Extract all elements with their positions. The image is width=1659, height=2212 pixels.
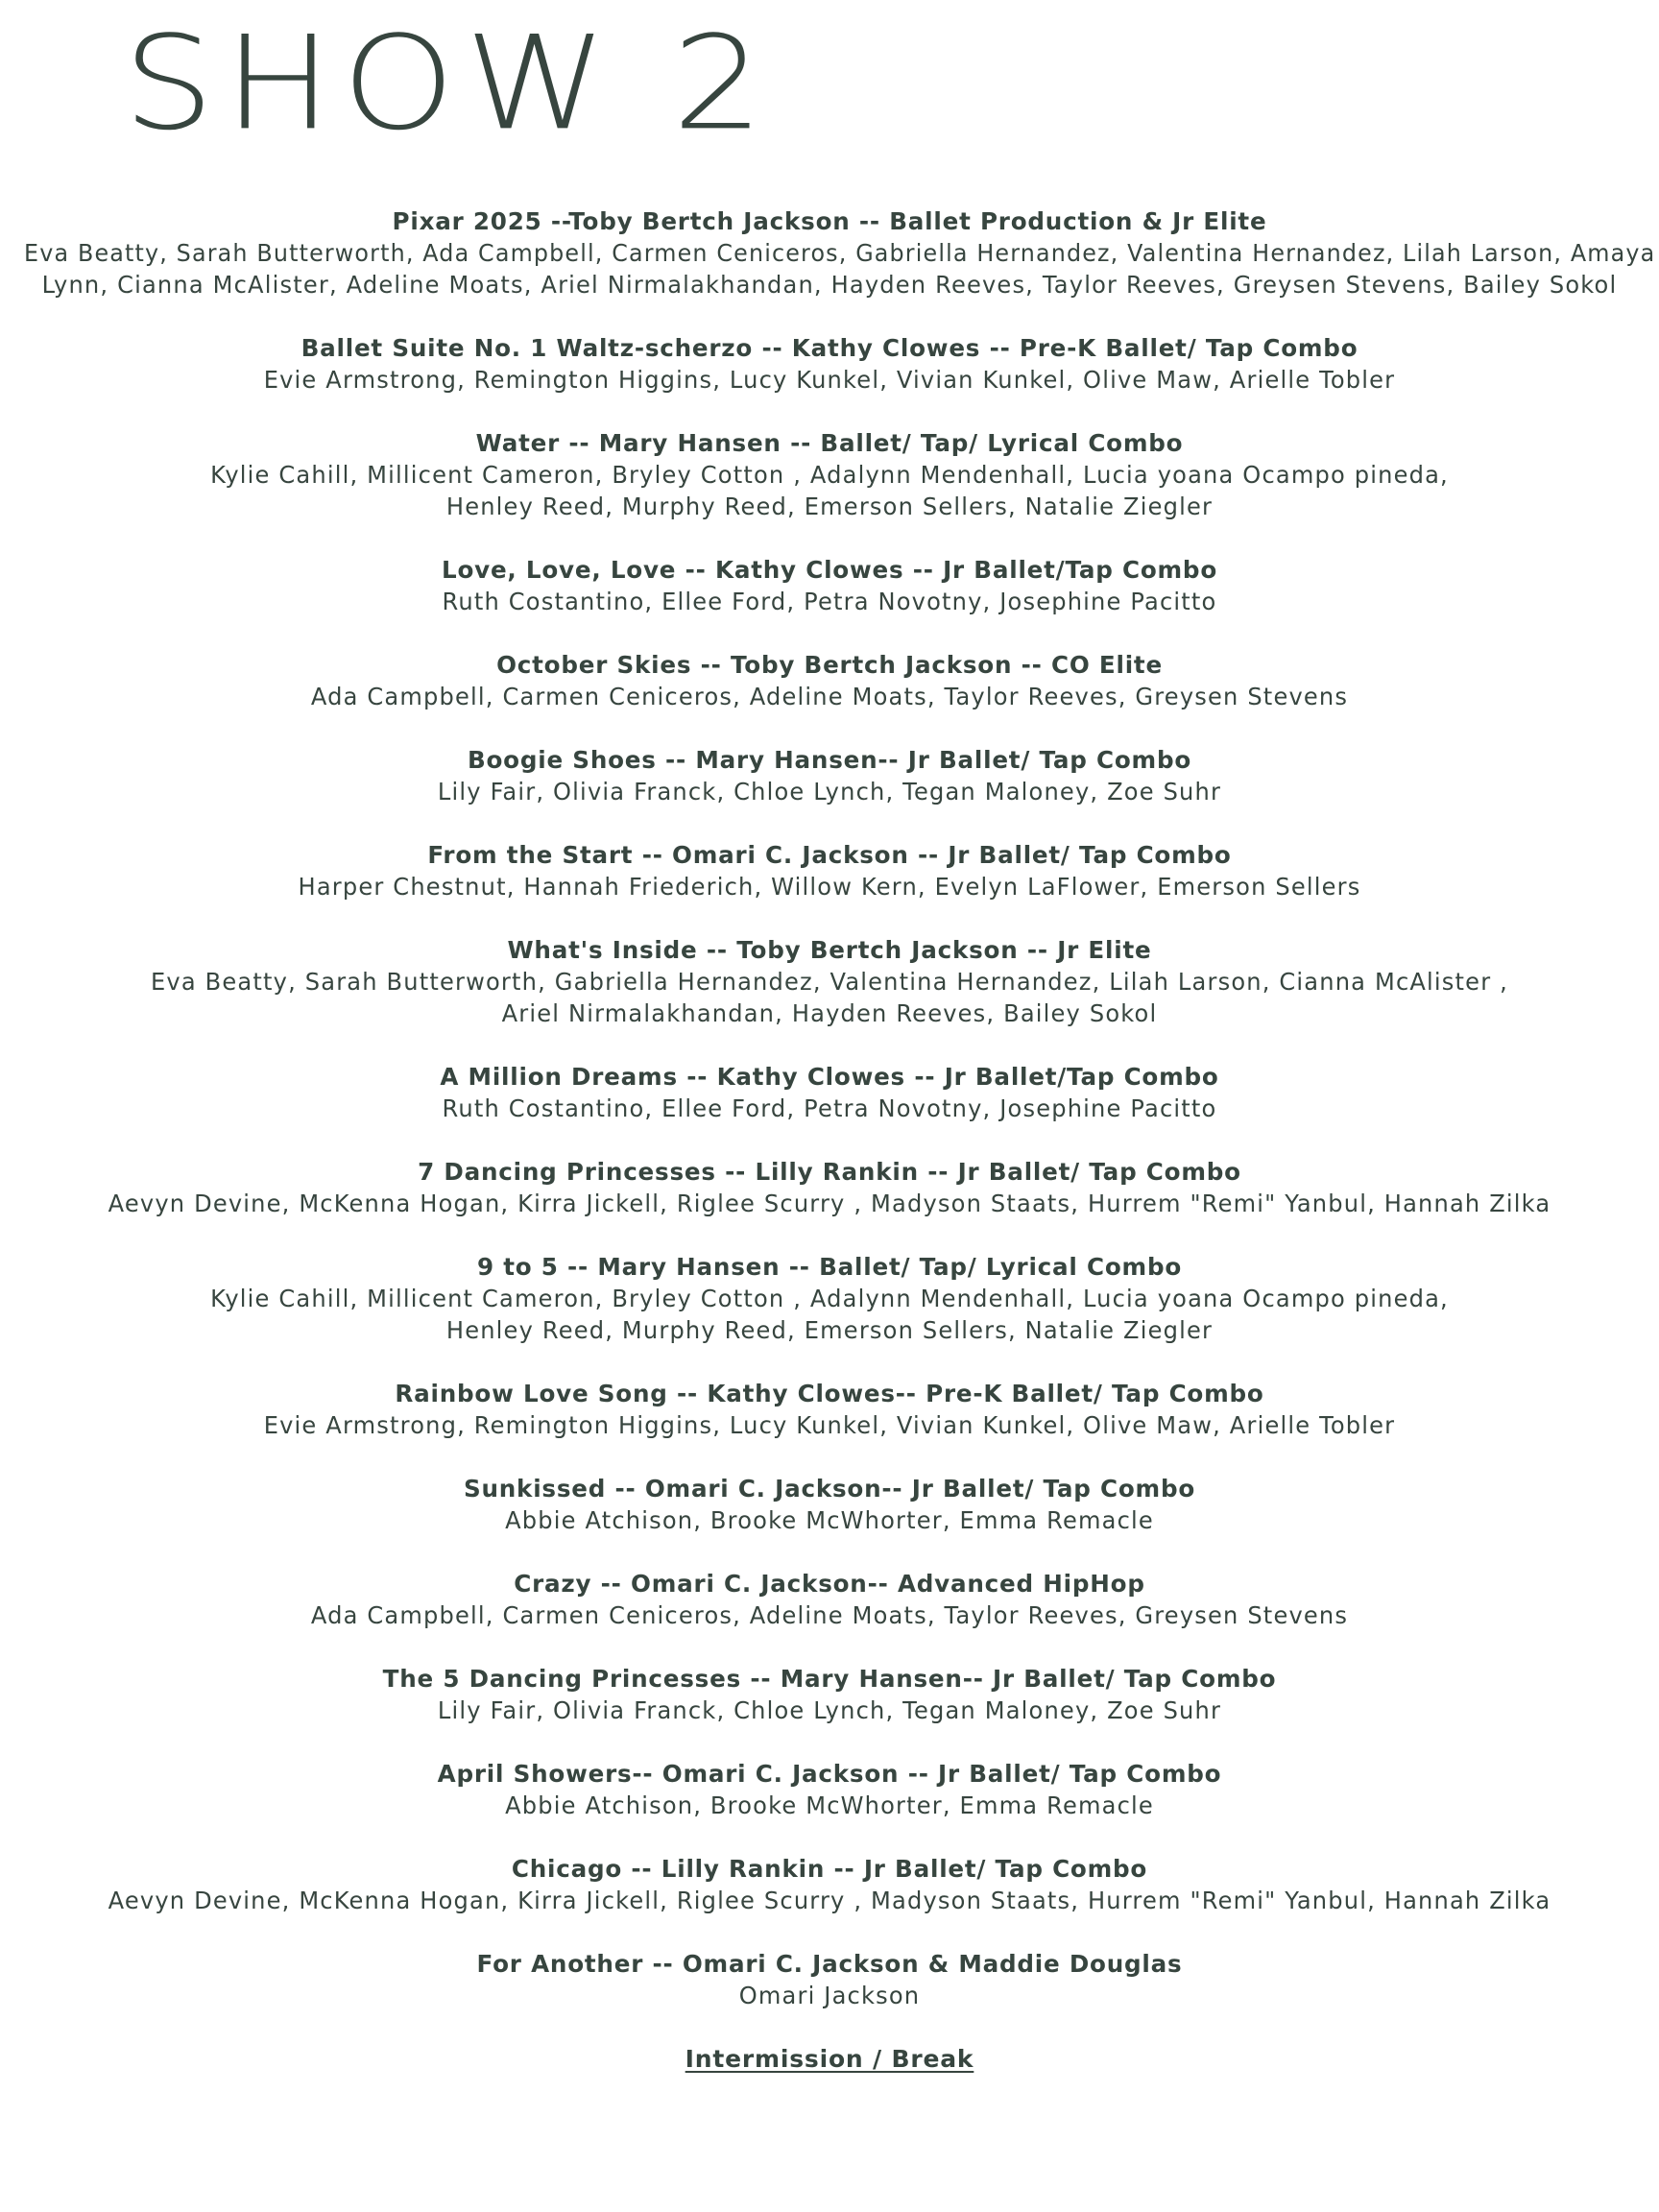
act-title: What's Inside -- Toby Bertch Jackson -- Jr Elite: [507, 936, 1152, 964]
act-entry: [0, 1251, 1659, 1346]
act-title: Ballet Suite No. 1 Waltz-scherzo -- Kathy Clowes -- Pre-K Ballet/ Tap Combo: [301, 334, 1358, 362]
act-entry: [0, 744, 1659, 807]
act-entry: [0, 1853, 1659, 1916]
act-title: April Showers-- Omari C. Jackson -- Jr Ballet/ Tap Combo: [437, 1760, 1222, 1788]
act-cast-line: Harper Chestnut, Hannah Friederich, Willow Kern, Evelyn LaFlower, Emerson Sellers: [298, 873, 1361, 901]
act-title: Love, Love, Love -- Kathy Clowes -- Jr Ballet/Tap Combo: [441, 556, 1218, 584]
act-cast-line: Omari Jackson: [738, 1982, 921, 2009]
act-entry: [0, 1568, 1659, 1631]
act-cast-line: Eva Beatty, Sarah Butterworth, Gabriella Hernandez, Valentina Hernandez, Lilah Larson, Cianna McAlister ,: [151, 968, 1508, 996]
act-cast-line: Lily Fair, Olivia Franck, Chloe Lynch, Tegan Maloney, Zoe Suhr: [437, 778, 1222, 805]
act-entry: [0, 427, 1659, 522]
page-title: SHOW 2: [123, 9, 774, 159]
act-entry: [0, 1948, 1659, 2011]
act-cast-line: Eva Beatty, Sarah Butterworth, Ada Campbell, Carmen Ceniceros, Gabriella Hernandez, Valentina Hernandez, Lilah Larson, Amaya: [24, 239, 1656, 267]
act-cast-line: Lynn, Cianna McAlister, Adeline Moats, Ariel Nirmalakhandan, Hayden Reeves, Taylor Reeves, Greysen Stevens, Bailey Sokol: [41, 271, 1618, 299]
act-entry: [0, 934, 1659, 1029]
act-title: 7 Dancing Princesses -- Lilly Rankin -- Jr Ballet/ Tap Combo: [418, 1158, 1241, 1186]
act-cast-line: Ruth Costantino, Ellee Ford, Petra Novotny, Josephine Pacitto: [442, 588, 1217, 615]
act-cast-line: Lily Fair, Olivia Franck, Chloe Lynch, Tegan Maloney, Zoe Suhr: [437, 1696, 1222, 1724]
act-title: October Skies -- Toby Bertch Jackson -- CO Elite: [496, 651, 1163, 679]
act-cast-line: Aevyn Devine, McKenna Hogan, Kirra Jickell, Riglee Scurry , Madyson Staats, Hurrem "Remi" Yanbul, Hannah Zilka: [108, 1190, 1551, 1217]
act-entry: [0, 1473, 1659, 1536]
act-cast-line: Kylie Cahill, Millicent Cameron, Bryley Cotton , Adalynn Mendenhall, Lucia yoana Ocampo pineda,: [210, 461, 1449, 489]
intermission-label: Intermission / Break: [685, 2045, 974, 2073]
act-title: Pixar 2025 --Toby Bertch Jackson -- Ballet Production & Jr Elite: [392, 207, 1267, 235]
act-cast-line: Aevyn Devine, McKenna Hogan, Kirra Jickell, Riglee Scurry , Madyson Staats, Hurrem "Remi" Yanbul, Hannah Zilka: [108, 1887, 1551, 1914]
act-title: 9 to 5 -- Mary Hansen -- Ballet/ Tap/ Lyrical Combo: [476, 1253, 1183, 1281]
act-entry: [0, 1378, 1659, 1441]
act-entry: [0, 1061, 1659, 1124]
act-cast-line: Ariel Nirmalakhandan, Hayden Reeves, Bailey Sokol: [501, 999, 1158, 1027]
act-title: Water -- Mary Hansen -- Ballet/ Tap/ Lyrical Combo: [475, 429, 1184, 457]
act-title: Rainbow Love Song -- Kathy Clowes-- Pre-K Ballet/ Tap Combo: [395, 1380, 1264, 1407]
act-entry: [0, 649, 1659, 712]
act-cast-line: Ada Campbell, Carmen Ceniceros, Adeline Moats, Taylor Reeves, Greysen Stevens: [310, 683, 1349, 710]
act-title: Crazy -- Omari C. Jackson-- Advanced HipHop: [514, 1570, 1145, 1598]
act-entry: [0, 332, 1659, 396]
program-list: [0, 205, 1659, 2075]
act-entry: [0, 1663, 1659, 1726]
act-title: The 5 Dancing Princesses -- Mary Hansen-- Jr Ballet/ Tap Combo: [382, 1665, 1277, 1693]
act-cast-line: Ada Campbell, Carmen Ceniceros, Adeline Moats, Taylor Reeves, Greysen Stevens: [310, 1601, 1349, 1629]
act-title: For Another -- Omari C. Jackson & Maddie Douglas: [476, 1950, 1183, 1978]
act-cast-line: Abbie Atchison, Brooke McWhorter, Emma Remacle: [505, 1791, 1154, 1819]
act-title: Sunkissed -- Omari C. Jackson-- Jr Ballet/ Tap Combo: [463, 1475, 1196, 1503]
act-cast-line: Abbie Atchison, Brooke McWhorter, Emma Remacle: [505, 1506, 1154, 1534]
act-entry: [0, 839, 1659, 902]
act-cast-line: Henley Reed, Murphy Reed, Emerson Sellers, Natalie Ziegler: [445, 493, 1214, 520]
act-title: From the Start -- Omari C. Jackson -- Jr Ballet/ Tap Combo: [427, 841, 1232, 869]
act-title: Chicago -- Lilly Rankin -- Jr Ballet/ Tap Combo: [511, 1855, 1148, 1883]
act-entry: [0, 205, 1659, 301]
act-cast-line: Kylie Cahill, Millicent Cameron, Bryley Cotton , Adalynn Mendenhall, Lucia yoana Ocampo pineda,: [210, 1285, 1449, 1312]
act-cast-line: Ruth Costantino, Ellee Ford, Petra Novotny, Josephine Pacitto: [442, 1094, 1217, 1122]
act-cast-line: Evie Armstrong, Remington Higgins, Lucy Kunkel, Vivian Kunkel, Olive Maw, Arielle Tobler: [263, 1411, 1396, 1439]
act-title: Boogie Shoes -- Mary Hansen-- Jr Ballet/ Tap Combo: [467, 746, 1192, 774]
act-entry: [0, 554, 1659, 617]
act-cast-line: Henley Reed, Murphy Reed, Emerson Sellers, Natalie Ziegler: [445, 1316, 1214, 1344]
act-entry: [0, 1156, 1659, 1219]
act-entry: [0, 1758, 1659, 1821]
act-cast-line: Evie Armstrong, Remington Higgins, Lucy Kunkel, Vivian Kunkel, Olive Maw, Arielle Tobler: [263, 366, 1396, 394]
act-title: A Million Dreams -- Kathy Clowes -- Jr Ballet/Tap Combo: [440, 1063, 1219, 1091]
